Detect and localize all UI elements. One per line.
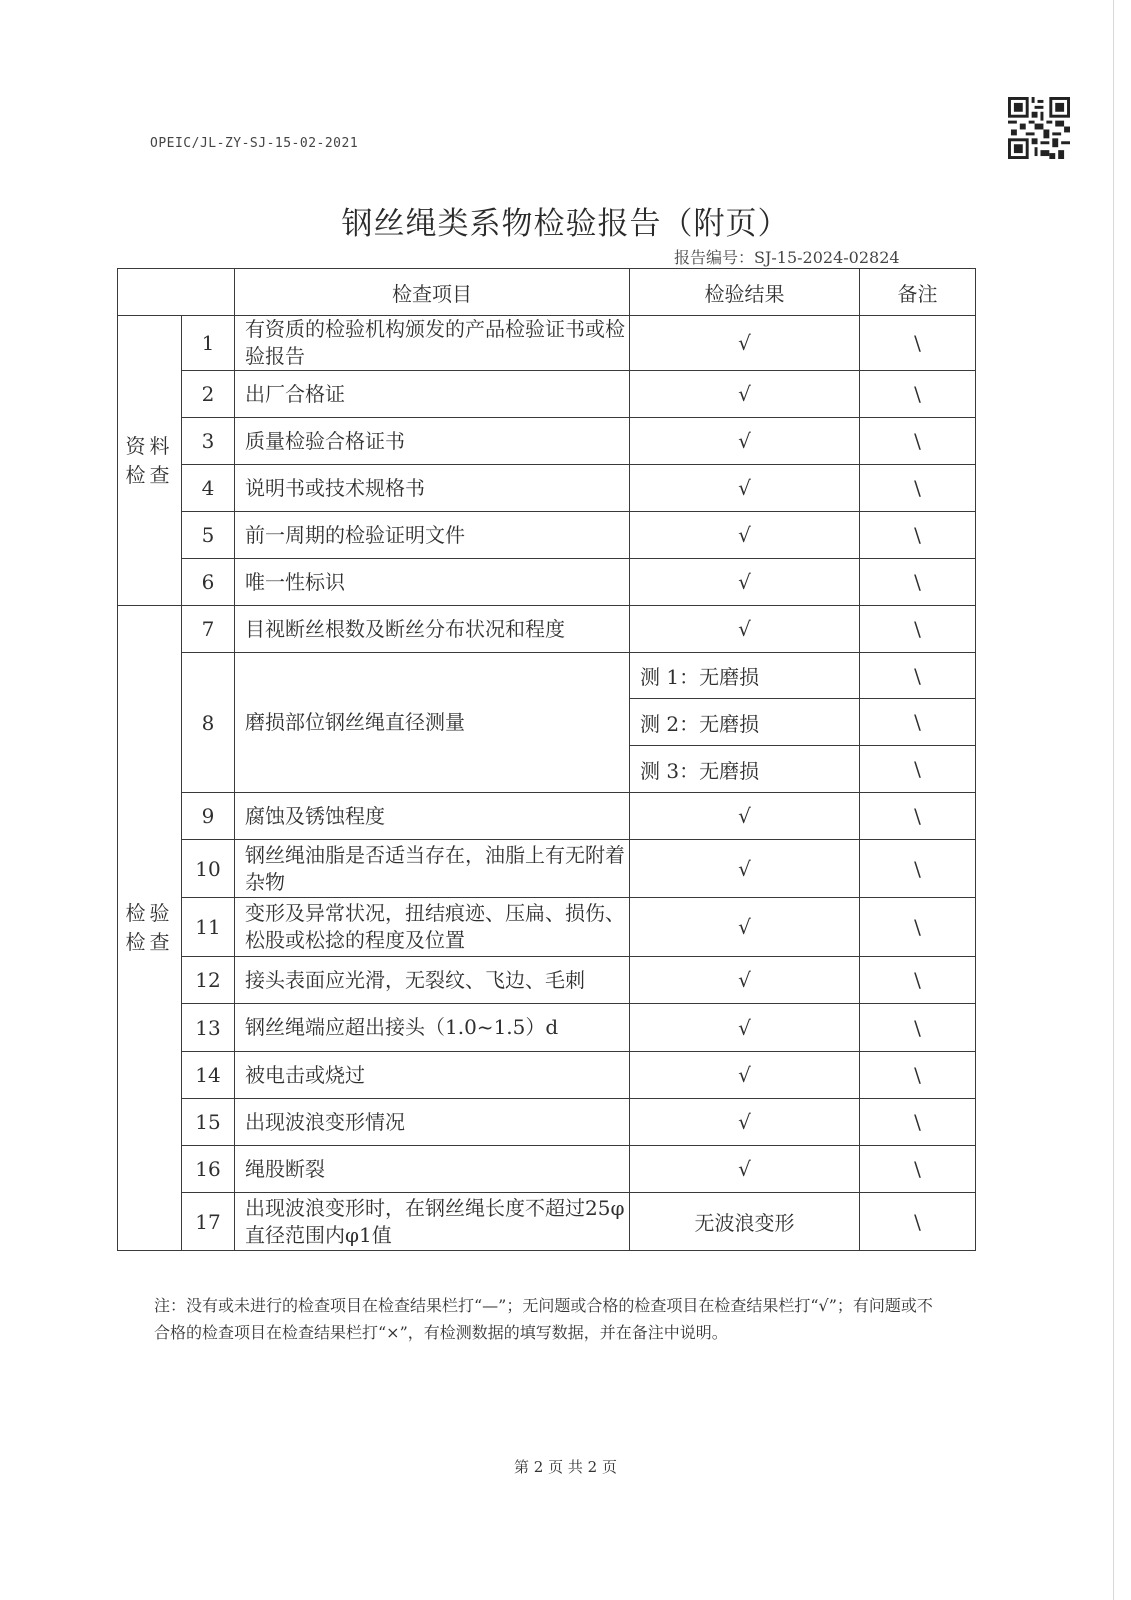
row-number: 9 (182, 793, 235, 840)
row-result: √ (630, 1052, 860, 1099)
qr-code-icon (1008, 97, 1070, 159)
table-row (118, 793, 976, 840)
row-item: 质量检验合格证书 (235, 418, 630, 465)
header-item: 检查项目 (235, 269, 630, 316)
row-remark: \ (860, 1052, 976, 1099)
row-result: √ (630, 512, 860, 559)
category-insp-check: 检验检查 (118, 606, 182, 1251)
row-remark: \ (860, 840, 976, 898)
row-result: √ (630, 559, 860, 606)
row-number: 4 (182, 465, 235, 512)
table-row (118, 465, 976, 512)
row-number: 14 (182, 1052, 235, 1099)
row-item: 有资质的检验机构颁发的产品检验证书或检验报告 (235, 316, 630, 371)
row-result: √ (630, 316, 860, 371)
row-number: 5 (182, 512, 235, 559)
table-row (118, 606, 976, 653)
row-item: 接头表面应光滑，无裂纹、飞边、毛刺 (235, 957, 630, 1004)
table-row (118, 1004, 976, 1052)
inspection-table (117, 268, 976, 1251)
row-remark: \ (860, 793, 976, 840)
row-remark: \ (860, 559, 976, 606)
measurement-remark: \ (860, 653, 976, 699)
measurement-result: 测 3：无磨损 (630, 746, 860, 793)
row-number: 10 (182, 840, 235, 898)
row-result: √ (630, 606, 860, 653)
table-row (118, 653, 976, 699)
row-remark: \ (860, 957, 976, 1004)
table-row (118, 898, 976, 957)
table-row (118, 371, 976, 418)
row-result: √ (630, 465, 860, 512)
row-remark: \ (860, 316, 976, 371)
row-number: 13 (182, 1004, 235, 1052)
row-remark: \ (860, 606, 976, 653)
table-row (118, 1146, 976, 1193)
row-remark: \ (860, 512, 976, 559)
table-row (118, 840, 976, 898)
row-item: 被电击或烧过 (235, 1052, 630, 1099)
row-item: 腐蚀及锈蚀程度 (235, 793, 630, 840)
table-row (118, 559, 976, 606)
table-row (118, 1193, 976, 1251)
table-row (118, 418, 976, 465)
row-result: √ (630, 371, 860, 418)
row-result: √ (630, 1004, 860, 1052)
row-item: 出厂合格证 (235, 371, 630, 418)
category-doc-check: 资料检查 (118, 316, 182, 606)
row-remark: \ (860, 1099, 976, 1146)
row-item: 钢丝绳端应超出接头（1.0~1.5）d (235, 1004, 630, 1052)
row-remark: \ (860, 418, 976, 465)
row-remark: \ (860, 1193, 976, 1251)
row-number: 2 (182, 371, 235, 418)
row-number: 8 (182, 653, 235, 793)
measurement-result: 测 2：无磨损 (630, 699, 860, 746)
row-remark: \ (860, 1146, 976, 1193)
header-remark: 备注 (860, 269, 976, 316)
table-row (118, 957, 976, 1004)
row-result: 无波浪变形 (630, 1193, 860, 1251)
header-blank-cell (118, 269, 235, 316)
row-number: 6 (182, 559, 235, 606)
row-number: 11 (182, 898, 235, 957)
row-remark: \ (860, 1004, 976, 1052)
table-row (118, 1099, 976, 1146)
row-item: 变形及异常状况，扭结痕迹、压扁、损伤、松股或松捻的程度及位置 (235, 898, 630, 957)
row-number: 1 (182, 316, 235, 371)
row-item: 出现波浪变形情况 (235, 1099, 630, 1146)
row-item: 前一周期的检验证明文件 (235, 512, 630, 559)
row-result: √ (630, 1146, 860, 1193)
row-result: √ (630, 840, 860, 898)
row-item: 绳股断裂 (235, 1146, 630, 1193)
table-notes: 注：没有或未进行的检查项目在检查结果栏打“—”；无问题或合格的检查项目在检查结果栏打“√”；有问题或不合格的检查项目在检查结果栏打“×”，有检测数据的填写数据，并在备注中说明。 (154, 1296, 933, 1342)
row-remark: \ (860, 898, 976, 957)
row-number: 7 (182, 606, 235, 653)
row-item: 出现波浪变形时，在钢丝绳长度不超过25φ直径范围内φ1值 (235, 1193, 630, 1251)
row-item: 钢丝绳油脂是否适当存在，油脂上有无附着杂物 (235, 840, 630, 898)
table-row (118, 512, 976, 559)
row-item: 目视断丝根数及断丝分布状况和程度 (235, 606, 630, 653)
measurement-remark: \ (860, 746, 976, 793)
measurement-remark: \ (860, 699, 976, 746)
table-row (118, 316, 976, 371)
measurement-result: 测 1：无磨损 (630, 653, 860, 699)
row-number: 16 (182, 1146, 235, 1193)
row-result: √ (630, 793, 860, 840)
row-result: √ (630, 957, 860, 1004)
row-item: 唯一性标识 (235, 559, 630, 606)
row-remark: \ (860, 465, 976, 512)
header-result: 检验结果 (630, 269, 860, 316)
row-item: 磨损部位钢丝绳直径测量 (235, 653, 630, 793)
document-code: OPEIC/JL-ZY-SJ-15-02-2021 (150, 136, 359, 151)
row-result: √ (630, 418, 860, 465)
table-header-row (118, 269, 976, 316)
table-row (118, 1052, 976, 1099)
row-remark: \ (860, 371, 976, 418)
page-number: 第 2 页 共 2 页 (514, 1458, 617, 1476)
row-number: 15 (182, 1099, 235, 1146)
row-result: √ (630, 898, 860, 957)
report-number: 报告编号：SJ-15-2024-02824 (674, 248, 900, 267)
row-item: 说明书或技术规格书 (235, 465, 630, 512)
row-number: 3 (182, 418, 235, 465)
row-number: 12 (182, 957, 235, 1004)
page-title: 钢丝绳类系物检验报告（附页） (341, 206, 790, 242)
row-number: 17 (182, 1193, 235, 1251)
row-result: √ (630, 1099, 860, 1146)
